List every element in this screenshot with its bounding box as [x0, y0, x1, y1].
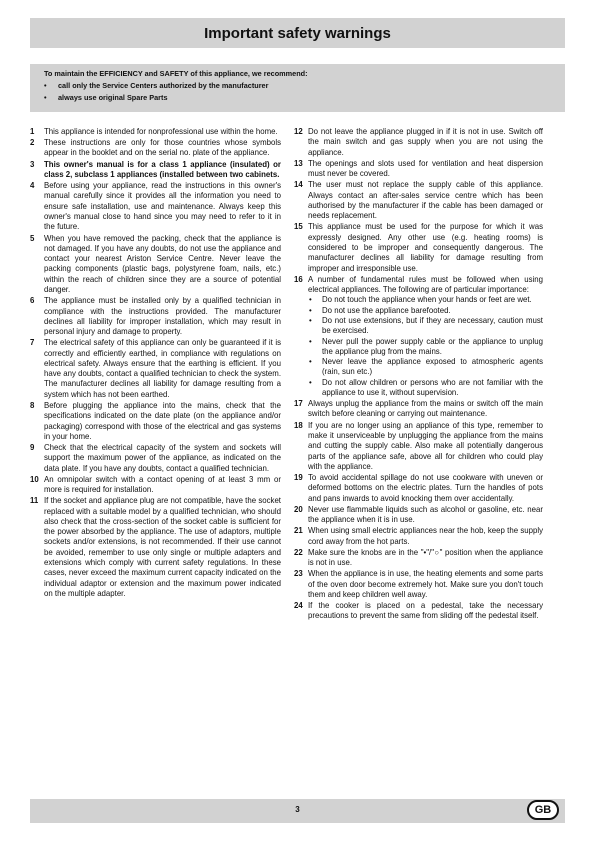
rule-bullet-text: Do not use extensions, but if they are necessary, caution must be exercised. — [322, 315, 543, 336]
item-number: 23 — [294, 569, 303, 579]
item-text: The electrical safety of this appliance can only be guaranteed if it is correctly and efficiently earthed, in compliance with regulations on electrical safety. Always ensure that the earthing is efficient. If you have any doubts, contact a qualified technician to check the system. The manufacturer declines all liability for damage resulting from a system which has not been earthed. — [44, 338, 281, 399]
page-number: 3 — [295, 805, 300, 814]
item-number: 17 — [294, 399, 303, 409]
item-text: If you are no longer using an appliance of this type, remember to make it unserviceable by unplugging the appliance from the mains and cutting the supply cable. Also make all potentially dangerous parts of the appliance safe, above all for children who could play with the appliance. — [308, 420, 543, 471]
bullet-icon: • — [309, 377, 312, 387]
safety-item-12 — [294, 127, 543, 158]
item-text: The openings and slots used for ventilation and heat dispersion must never be covered. — [308, 158, 543, 179]
item-text: If the socket and appliance plug are not compatible, have the socket replaced with a suitable model by a qualified technician, who should also check that the cross-section of the socket cable is sufficient for the power absorbed by the appliance. The use of adaptors, multiple sockets and/or extensions, is not recommended. If their use cannot be avoided, remember to use only single or multiple adapters and extensions which comply with current safety regulations. In these cases, never exceed the maximum current capacity indicated on the individual adaptor or extension and the maximum power indicated on the multiple adapter. — [44, 496, 281, 598]
item-text: Check that the electrical capacity of the system and sockets will support the maximum power of the appliance, as indicated on the data plate. If you have any doubts, contact a qualified technician. — [44, 443, 281, 473]
bullet-icon: • — [44, 93, 47, 102]
item-number: 21 — [294, 526, 303, 536]
item-text: An omnipolar switch with a contact opening of at least 3 mm or more is required for installation. — [44, 474, 281, 495]
rule-bullet-text: Do not allow children or persons who are not familiar with the appliance to use it, without supervision. — [322, 377, 543, 397]
rule-bullet — [308, 316, 543, 337]
right-column — [294, 127, 543, 623]
safety-item-4 — [30, 181, 281, 232]
item-number: 1 — [30, 127, 35, 136]
item-text: Before plugging the appliance into the mains, check that the specifications indicated on the date plate (on the appliance and/or packaging) correspond with those of the electrical and gas systems in your home. — [44, 400, 281, 441]
item-text: The user must not replace the supply cable of this appliance. Always contact an after-sales service centre which has been authorised by the manufacturer if the cable has been damaged or needs replacement. — [308, 180, 543, 221]
safety-item-1 — [30, 127, 281, 137]
item-number: 4 — [30, 181, 35, 191]
item-text: Always unplug the appliance from the mains or switch off the main switch before cleaning or carrying out maintenance. — [308, 399, 543, 419]
rule-bullet-text: Do not use the appliance barefooted. — [322, 305, 451, 315]
item-number: 19 — [294, 473, 303, 483]
rule-bullet-text: Never pull the power supply cable or the appliance to unplug the appliance plug from the mains. — [322, 336, 543, 356]
recommendation-text: call only the Service Centers authorized by the manufacturer — [58, 81, 269, 90]
language-badge: GB — [527, 800, 559, 820]
safety-item-13 — [294, 159, 543, 180]
item-text: When using small electric appliances near the hob, keep the supply cord away from the hot parts. — [308, 526, 543, 546]
recommendation-box — [30, 64, 565, 112]
item-text: A number of fundamental rules must be followed when using electrical appliances. The following are of particular importance: — [308, 274, 543, 295]
item-number: 3 — [30, 159, 35, 169]
item-number: 9 — [30, 443, 35, 453]
footer-bar — [30, 799, 565, 823]
bullet-icon: • — [309, 305, 312, 315]
safety-item-14 — [294, 180, 543, 221]
bullet-icon: • — [309, 357, 312, 367]
item-text: If the cooker is placed on a pedestal, take the necessary precautions to prevent the same from sliding off the pedestal itself. — [308, 601, 543, 621]
recommendation-lead: To maintain the EFFICIENCY and SAFETY of this appliance, we recommend: — [44, 69, 308, 78]
safety-item-18 — [294, 421, 543, 472]
item-text: Never use flammable liquids such as alcohol or gasoline, etc. near the appliance when it is in use. — [308, 504, 543, 525]
item-number: 15 — [294, 222, 303, 232]
item-number: 13 — [294, 158, 303, 168]
safety-item-15 — [294, 222, 543, 273]
safety-item-22 — [294, 548, 543, 569]
recommendation-text: always use original Spare Parts — [58, 93, 168, 102]
safety-item-21 — [294, 526, 543, 547]
bullet-icon: • — [309, 336, 312, 346]
safety-item-8 — [30, 401, 281, 442]
item-number: 14 — [294, 180, 303, 190]
recommendation-bullet — [44, 80, 565, 92]
item-number: 20 — [294, 504, 303, 514]
recommendation-bullet — [44, 92, 565, 104]
safety-item-10 — [30, 475, 281, 496]
item-number: 10 — [30, 474, 39, 484]
title-bar — [30, 18, 565, 48]
bullet-icon: • — [309, 315, 312, 325]
item-number: 24 — [294, 601, 303, 611]
item-number: 7 — [30, 338, 35, 348]
item-text: These instructions are only for those countries whose symbols appear in the booklet and on the serial no. plate of the appliance. — [44, 138, 281, 158]
item-number: 5 — [30, 233, 35, 243]
safety-item-2 — [30, 138, 281, 159]
safety-item-19 — [294, 473, 543, 504]
item-number: 8 — [30, 400, 35, 410]
safety-item-5 — [30, 234, 281, 296]
safety-item-11 — [30, 496, 281, 599]
item-number: 18 — [294, 420, 303, 430]
item-number: 22 — [294, 547, 303, 557]
item-text: Do not leave the appliance plugged in if it is not in use. Switch off the main switch and gas supply when you are not using the appliance. — [308, 127, 543, 157]
item-text: To avoid accidental spillage do not use cookware with uneven or deformed bottoms on the electric plates. Turn the handles of pots and pans inwards to avoid knocking them over accidentally. — [308, 473, 543, 503]
item-number: 16 — [294, 274, 303, 284]
item-number: 11 — [30, 496, 39, 506]
item-text: Before using your appliance, read the instructions in this owner's manual carefully since it provides all the information you need to ensure safe installation, use and maintenance. Always keep this owner's manual close to hand since you may need to refer to it in the future. — [44, 181, 281, 232]
bullet-icon: • — [44, 81, 47, 90]
item-text: Make sure the knobs are in the "•"/"○" position when the appliance is not in use. — [308, 547, 543, 568]
rule-bullet — [308, 378, 543, 399]
safety-item-23 — [294, 569, 543, 600]
item-text: This appliance is intended for nonprofessional use within the home. — [44, 127, 278, 136]
item-text: The appliance must be installed only by a qualified technician in compliance with the instructions provided. The manufacturer declines all liability for improper installation, which may result in personal injury and damage to property. — [44, 296, 281, 337]
item-body — [308, 275, 543, 399]
rule-bullet — [308, 337, 543, 358]
item-text: This owner's manual is for a class 1 appliance (insulated) or class 2, subclass 1 appliances (installed between two cabinets. — [44, 159, 281, 179]
item-number: 6 — [30, 296, 35, 306]
safety-item-3 — [30, 160, 281, 181]
rule-bullet-text: Never leave the appliance exposed to atmospheric agents (rain, sun etc.) — [322, 357, 543, 377]
item-text: This appliance must be used for the purpose for which it was expressly designed. Any other use (e.g. heating rooms) is considered to be improper and consequently dangerous. The manufacturer declines all liability for damage resulting from improper and irresponsible use. — [308, 222, 543, 273]
safety-item-7 — [30, 338, 281, 400]
item-number: 12 — [294, 127, 303, 136]
safety-item-20 — [294, 505, 543, 526]
item-number: 2 — [30, 138, 35, 148]
safety-item-6 — [30, 296, 281, 337]
bullet-icon: • — [309, 295, 312, 305]
rule-bullet — [308, 306, 543, 316]
left-column — [30, 127, 281, 600]
safety-item-9 — [30, 443, 281, 474]
safety-item-17 — [294, 399, 543, 420]
rule-bullet — [308, 295, 543, 305]
safety-item-24 — [294, 601, 543, 622]
item-text: When the appliance is in use, the heating elements and some parts of the oven door become extremely hot. Make sure you don't touch them and keep children well away. — [308, 569, 543, 599]
rule-bullet-text: Do not touch the appliance when your hands or feet are wet. — [322, 295, 532, 305]
item-text: When you have removed the packing, check that the appliance is not damaged. If you have any doubts, do not use the appliance and contact your nearest Ariston Service Centre. Never leave the packing components (plastic bags, polystyrene foam, nails, etc.) within the reach of children since they are a source of potential danger. — [44, 233, 281, 295]
safety-item-16 — [294, 275, 543, 399]
rule-bullet — [308, 357, 543, 378]
page-title: Important safety warnings — [204, 24, 391, 42]
